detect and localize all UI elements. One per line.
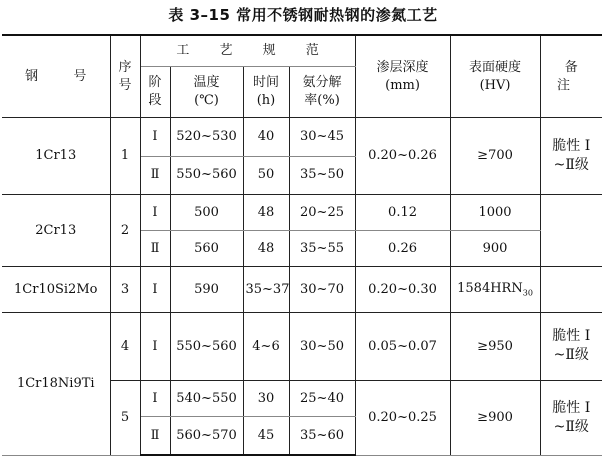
- cell-time: 40: [243, 118, 289, 156]
- cell-ammonia: 35~60: [289, 417, 355, 455]
- header-seq: 序 号: [110, 35, 140, 118]
- cell-seq: 1: [110, 118, 140, 195]
- table-title: 表 3–15 常用不锈钢耐热钢的渗氮工艺: [168, 6, 438, 24]
- cell-time: 48: [243, 194, 289, 230]
- cell-seq: 4: [110, 312, 140, 380]
- cell-depth: 0.20~0.30: [355, 267, 450, 313]
- cell-temp: 500: [170, 194, 243, 230]
- cell-seq: 5: [110, 380, 140, 455]
- header-time: 时间 (h): [243, 66, 289, 118]
- header-stage: 阶 段: [140, 66, 170, 118]
- cell-note: 脆性 Ⅰ ~Ⅱ级: [540, 380, 602, 455]
- cell-temp: 560: [170, 230, 243, 266]
- cell-time: 50: [243, 156, 289, 194]
- cell-temp: 550~560: [170, 156, 243, 194]
- header-process: 工 艺 规 范: [140, 35, 355, 66]
- nitriding-process-table: [2, 34, 602, 456]
- cell-stage: Ⅰ: [140, 312, 170, 380]
- cell-ammonia: 25~40: [289, 380, 355, 416]
- cell-time: 48: [243, 230, 289, 266]
- cell-seq: 3: [110, 267, 140, 313]
- cell-stage: Ⅱ: [140, 417, 170, 455]
- cell-steel: 1Cr13: [2, 118, 110, 195]
- cell-stage: Ⅰ: [140, 194, 170, 230]
- cell-time: 35~37: [243, 267, 289, 313]
- table-row: [2, 194, 602, 230]
- cell-ammonia: 30~70: [289, 267, 355, 313]
- cell-hardness: ≥900: [450, 380, 540, 455]
- header-depth: 渗层深度 (mm): [355, 35, 450, 118]
- cell-stage: Ⅱ: [140, 156, 170, 194]
- header-steel: 钢 号: [2, 35, 110, 118]
- cell-hardness: 900: [450, 230, 540, 266]
- cell-steel: 1Cr10Si2Mo: [2, 267, 110, 313]
- cell-steel: 1Cr18Ni9Ti: [2, 312, 110, 455]
- cell-note: 脆性 Ⅰ ~Ⅱ级: [540, 312, 602, 380]
- cell-depth: 0.12: [355, 194, 450, 230]
- cell-time: 30: [243, 380, 289, 416]
- cell-ammonia: 30~45: [289, 118, 355, 156]
- header-hardness: 表面硬度 (HV): [450, 35, 540, 118]
- cell-temp: 560~570: [170, 417, 243, 455]
- table-row: [2, 118, 602, 156]
- cell-stage: Ⅰ: [140, 267, 170, 313]
- cell-ammonia: 20~25: [289, 194, 355, 230]
- cell-steel: 2Cr13: [2, 194, 110, 266]
- cell-ammonia: 30~50: [289, 312, 355, 380]
- cell-hardness: 1000: [450, 194, 540, 230]
- cell-temp: 550~560: [170, 312, 243, 380]
- cell-depth: 0.05~0.07: [355, 312, 450, 380]
- cell-depth: 0.20~0.26: [355, 118, 450, 195]
- table-row: [2, 312, 602, 380]
- cell-temp: 590: [170, 267, 243, 313]
- cell-seq: 2: [110, 194, 140, 266]
- cell-note: [540, 267, 602, 313]
- cell-note: 脆性 Ⅰ ~Ⅱ级: [540, 118, 602, 195]
- cell-ammonia: 35~55: [289, 230, 355, 266]
- cell-stage: Ⅰ: [140, 118, 170, 156]
- cell-depth: 0.26: [355, 230, 450, 266]
- cell-hardness: $1584HRN_{30}$: [450, 267, 540, 313]
- cell-time: 45: [243, 417, 289, 455]
- cell-stage: Ⅰ: [140, 380, 170, 416]
- cell-stage: Ⅱ: [140, 230, 170, 266]
- header-row: [2, 35, 602, 66]
- cell-temp: 520~530: [170, 118, 243, 156]
- cell-hardness: ≥700: [450, 118, 540, 195]
- cell-note: [540, 194, 602, 266]
- table-row: [2, 267, 602, 313]
- cell-ammonia: 35~50: [289, 156, 355, 194]
- header-temp: 温度 (℃): [170, 66, 243, 118]
- cell-hardness: ≥950: [450, 312, 540, 380]
- cell-time: 4~6: [243, 312, 289, 380]
- header-ammonia: 氨分解 率(%): [289, 66, 355, 118]
- cell-depth: 0.20~0.25: [355, 380, 450, 455]
- header-note: 备 注: [540, 35, 602, 118]
- cell-temp: 540~550: [170, 380, 243, 416]
